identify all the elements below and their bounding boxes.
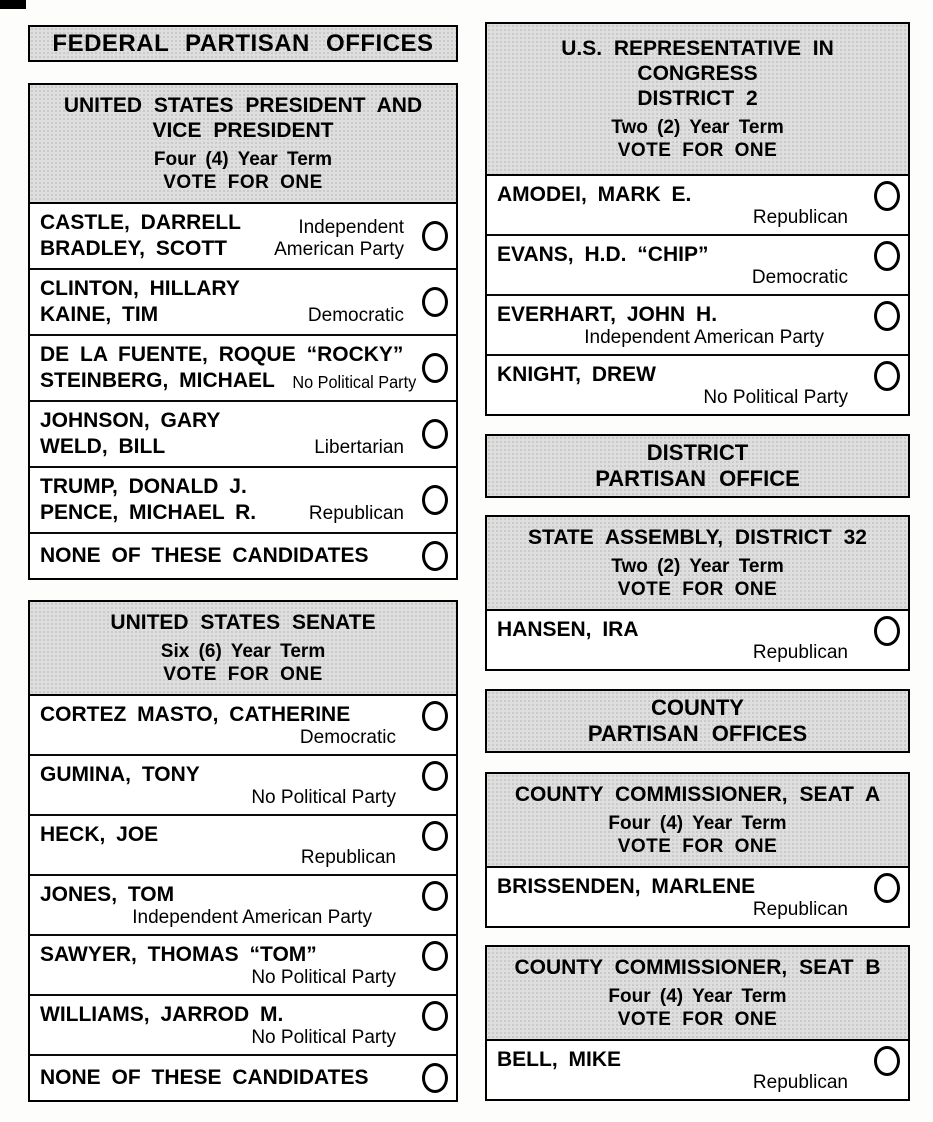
contest-instruction: VOTE FOR ONE bbox=[163, 172, 323, 193]
candidate-row-none-president bbox=[30, 532, 456, 578]
vote-oval[interactable] bbox=[874, 301, 900, 331]
vote-oval[interactable] bbox=[874, 361, 900, 391]
contest-instruction: VOTE FOR ONE bbox=[617, 836, 778, 857]
candidate-name: EVERHART, JOHN H. bbox=[497, 303, 718, 326]
candidate-name: SAWYER, THOMAS “TOM” bbox=[40, 943, 317, 966]
section-header-line-2: PARTISAN OFFICE bbox=[595, 466, 800, 491]
contest-county-commissioner-seat-b bbox=[485, 945, 910, 1101]
candidate-row-none-senate bbox=[30, 1054, 456, 1100]
candidate-row-brissenden bbox=[487, 868, 908, 926]
contest-term: Two (2) Year Term bbox=[611, 556, 784, 577]
candidate-name: HECK, JOE bbox=[40, 823, 159, 846]
candidate-row-cortez-masto bbox=[30, 696, 456, 754]
contest-term: Four (4) Year Term bbox=[608, 813, 787, 834]
candidate-row-sawyer bbox=[30, 934, 456, 994]
contest-title bbox=[493, 36, 902, 111]
candidate-name: WILLIAMS, JARROD M. bbox=[40, 1003, 284, 1026]
contest-title-line-1: UNITED STATES PRESIDENT AND bbox=[63, 94, 423, 117]
party-label: Republican bbox=[752, 899, 848, 920]
party-label: No Political Party bbox=[703, 387, 848, 408]
candidate-row-clinton-kaine bbox=[30, 268, 456, 334]
vote-oval[interactable] bbox=[422, 485, 448, 515]
candidate-name: JONES, TOM bbox=[40, 883, 175, 906]
candidate-row-delafuente-steinberg bbox=[30, 334, 456, 400]
candidate-row-heck bbox=[30, 814, 456, 874]
candidate-name-line-1: CLINTON, HILLARY bbox=[40, 277, 240, 300]
vote-oval[interactable] bbox=[874, 873, 900, 903]
party-label: Independent American Party bbox=[132, 907, 372, 928]
candidate-name-line-2: KAINE, TIM bbox=[40, 303, 159, 326]
contest-county-commissioner-seat-a bbox=[485, 772, 910, 928]
vote-oval[interactable] bbox=[874, 1046, 900, 1076]
party-label bbox=[274, 217, 404, 260]
contest-seat-a-header bbox=[487, 774, 908, 868]
party-label: Democratic bbox=[299, 727, 396, 748]
candidate-row-williams bbox=[30, 994, 456, 1054]
candidate-row-castle-bradley bbox=[30, 204, 456, 268]
candidate-name-line-1: CASTLE, DARRELL bbox=[40, 211, 241, 234]
candidate-row-evans bbox=[487, 234, 908, 294]
candidate-row-hansen bbox=[487, 611, 908, 669]
vote-oval[interactable] bbox=[874, 241, 900, 271]
contest-assembly-header bbox=[487, 517, 908, 611]
party-label: Republican bbox=[752, 642, 848, 663]
candidate-name-line-2: WELD, BILL bbox=[40, 435, 166, 458]
candidate-row-trump-pence bbox=[30, 466, 456, 532]
vote-oval[interactable] bbox=[422, 419, 448, 449]
vote-oval[interactable] bbox=[422, 821, 448, 851]
contest-term: Four (4) Year Term bbox=[608, 986, 787, 1007]
vote-oval[interactable] bbox=[422, 287, 448, 317]
candidate-row-jones bbox=[30, 874, 456, 934]
vote-oval[interactable] bbox=[874, 181, 900, 211]
party-label: Democratic bbox=[307, 304, 404, 326]
vote-oval[interactable] bbox=[422, 941, 448, 971]
candidate-row-knight bbox=[487, 354, 908, 414]
party-label: No Political Party bbox=[251, 967, 396, 988]
vote-oval[interactable] bbox=[422, 761, 448, 791]
candidate-name-line-1: DE LA FUENTE, ROQUE “ROCKY” bbox=[40, 343, 404, 366]
contest-title: COUNTY COMMISSIONER, SEAT A bbox=[514, 783, 881, 806]
vote-oval[interactable] bbox=[422, 221, 448, 251]
contest-title-line-2: CONGRESS bbox=[637, 62, 758, 85]
section-header-district-partisan-office bbox=[485, 434, 910, 498]
contest-title: STATE ASSEMBLY, DISTRICT 32 bbox=[528, 526, 867, 549]
vote-oval[interactable] bbox=[874, 616, 900, 646]
contest-us-representative bbox=[485, 22, 910, 416]
candidate-name: BELL, MIKE bbox=[497, 1048, 621, 1071]
contest-senate-header bbox=[30, 602, 456, 696]
candidate-name-line-2: PENCE, MICHAEL R. bbox=[40, 501, 257, 524]
contest-instruction: VOTE FOR ONE bbox=[617, 140, 778, 161]
left-column bbox=[28, 25, 458, 1102]
candidate-name: KNIGHT, DREW bbox=[497, 363, 656, 386]
party-line-1: Independent bbox=[298, 217, 404, 238]
party-label: No Political Party bbox=[251, 787, 396, 808]
contest-state-assembly bbox=[485, 515, 910, 671]
candidate-name-line-1: JOHNSON, GARY bbox=[40, 409, 221, 432]
section-header-line-1: DISTRICT bbox=[646, 440, 749, 465]
party-label: Republican bbox=[300, 847, 396, 868]
contest-instruction: VOTE FOR ONE bbox=[163, 664, 323, 685]
contest-title: COUNTY COMMISSIONER, SEAT B bbox=[514, 956, 881, 979]
contest-us-rep-header bbox=[487, 24, 908, 176]
candidate-row-bell bbox=[487, 1041, 908, 1099]
contest-president-header bbox=[30, 85, 456, 204]
party-label: No Political Party bbox=[251, 1027, 396, 1048]
candidate-row-johnson-weld bbox=[30, 400, 456, 466]
section-header-federal-partisan-offices bbox=[28, 25, 458, 62]
contest-instruction: VOTE FOR ONE bbox=[617, 579, 778, 600]
vote-oval[interactable] bbox=[422, 353, 448, 383]
section-header-line-2: PARTISAN OFFICES bbox=[587, 721, 808, 746]
candidate-name-line-1: TRUMP, DONALD J. bbox=[40, 475, 247, 498]
contest-term: Six (6) Year Term bbox=[160, 641, 326, 662]
candidate-name-line-2: BRADLEY, SCOTT bbox=[40, 237, 228, 260]
candidate-name: HANSEN, IRA bbox=[497, 618, 639, 641]
party-label: Republican bbox=[308, 502, 404, 524]
contest-title-line-2: VICE PRESIDENT bbox=[152, 119, 334, 142]
candidate-name: GUMINA, TONY bbox=[40, 763, 200, 786]
section-header-county-partisan-offices bbox=[485, 689, 910, 753]
candidate-row-gumina bbox=[30, 754, 456, 814]
candidate-name-line-2: STEINBERG, MICHAEL bbox=[40, 369, 275, 392]
candidate-name: CORTEZ MASTO, CATHERINE bbox=[40, 703, 351, 726]
timing-mark bbox=[0, 0, 26, 9]
candidate-row-amodei bbox=[487, 176, 908, 234]
candidate-name: EVANS, H.D. “CHIP” bbox=[497, 243, 709, 266]
contest-seat-b-header bbox=[487, 947, 908, 1041]
contest-us-senate bbox=[28, 600, 458, 1102]
candidate-row-everhart bbox=[487, 294, 908, 354]
vote-oval[interactable] bbox=[422, 1063, 448, 1093]
contest-term: Two (2) Year Term bbox=[611, 117, 784, 138]
contest-title-line-3: DISTRICT 2 bbox=[637, 87, 758, 110]
party-line-2: American Party bbox=[274, 238, 404, 260]
candidate-name: BRISSENDEN, MARLENE bbox=[497, 875, 756, 898]
section-header-line-1: COUNTY bbox=[651, 695, 744, 720]
candidate-names: NONE OF THESE CANDIDATES bbox=[40, 544, 369, 567]
party-label: Democratic bbox=[751, 267, 848, 288]
vote-oval[interactable] bbox=[422, 541, 448, 571]
right-column bbox=[485, 22, 910, 1101]
section-header-label: FEDERAL PARTISAN OFFICES bbox=[52, 30, 434, 57]
vote-oval[interactable] bbox=[422, 701, 448, 731]
contest-title: UNITED STATES SENATE bbox=[110, 611, 376, 634]
contest-title-line-1: U.S. REPRESENTATIVE IN bbox=[561, 37, 834, 60]
contest-instruction: VOTE FOR ONE bbox=[617, 1009, 778, 1030]
candidate-name: AMODEI, MARK E. bbox=[497, 183, 692, 206]
party-label: No Political Party bbox=[292, 371, 416, 392]
vote-oval[interactable] bbox=[422, 881, 448, 911]
contest-president bbox=[28, 83, 458, 580]
candidate-name: NONE OF THESE CANDIDATES bbox=[40, 1066, 369, 1089]
party-label: Independent American Party bbox=[584, 327, 824, 348]
party-label: Republican bbox=[752, 1072, 848, 1093]
vote-oval[interactable] bbox=[422, 1001, 448, 1031]
contest-term: Four (4) Year Term bbox=[153, 149, 333, 170]
party-label: Republican bbox=[752, 207, 848, 228]
contest-title bbox=[36, 93, 450, 143]
party-label: Libertarian bbox=[314, 436, 404, 458]
